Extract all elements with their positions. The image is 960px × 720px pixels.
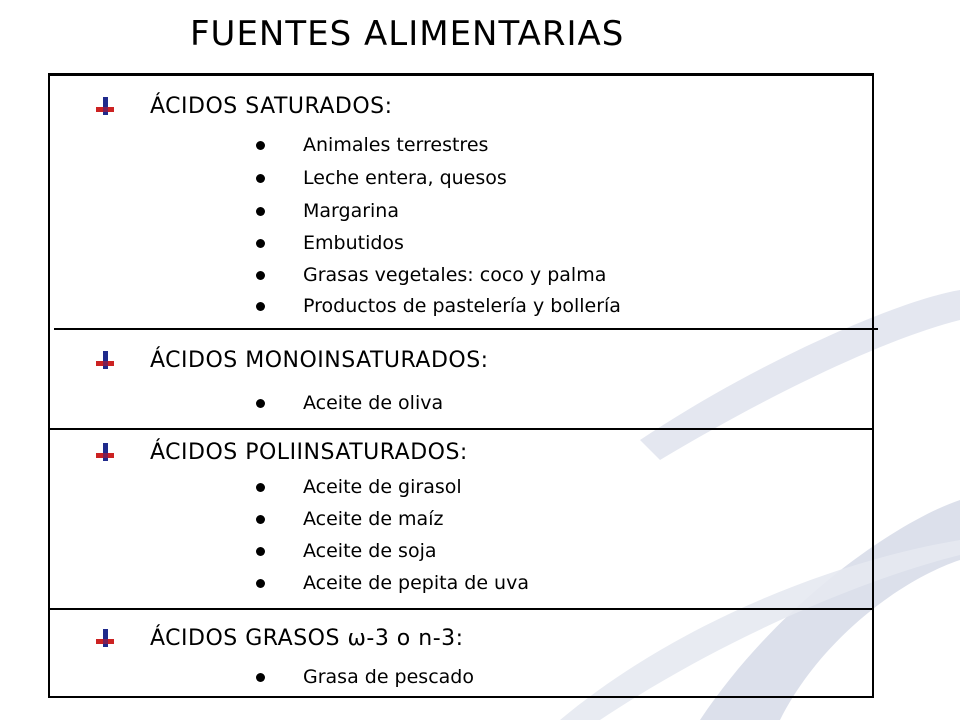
section-divider: [54, 328, 878, 330]
section-heading: ÁCIDOS SATURADOS:: [150, 93, 393, 119]
bullet-icon: [96, 97, 114, 115]
bullet-dot-icon: [256, 579, 265, 588]
list-item: Aceite de pepita de uva: [250, 568, 529, 598]
list-item: Aceite de girasol: [250, 472, 462, 502]
list-item: Leche entera, quesos: [250, 163, 507, 193]
bullet-dot-icon: [256, 141, 265, 150]
bullet-dot-icon: [256, 271, 265, 280]
bullet-dot-icon: [256, 547, 265, 556]
bullet-dot-icon: [256, 515, 265, 524]
bullet-dot-icon: [256, 483, 265, 492]
list-item: Aceite de soja: [250, 536, 437, 566]
list-item: Grasas vegetales: coco y palma: [250, 260, 606, 290]
bullet-icon: [96, 351, 114, 369]
list-item: Aceite de oliva: [250, 388, 443, 418]
list-item: Animales terrestres: [250, 130, 488, 160]
bullet-dot-icon: [256, 673, 265, 682]
section-heading: ÁCIDOS POLIINSATURADOS:: [150, 439, 468, 465]
list-item: Margarina: [250, 196, 399, 226]
list-item: Productos de pastelería y bollería: [250, 291, 621, 321]
bullet-icon: [96, 629, 114, 647]
section-heading: ÁCIDOS GRASOS ω-3 o n-3:: [150, 625, 464, 651]
slide-title: FUENTES ALIMENTARIAS: [190, 14, 625, 54]
list-item: Embutidos: [250, 228, 404, 258]
section-divider: [48, 428, 874, 430]
bullet-dot-icon: [256, 207, 265, 216]
list-item: Aceite de maíz: [250, 504, 443, 534]
section-divider: [48, 608, 874, 610]
bullet-dot-icon: [256, 399, 265, 408]
list-item: Grasa de pescado: [250, 662, 474, 692]
bullet-dot-icon: [256, 302, 265, 311]
bullet-icon: [96, 443, 114, 461]
bullet-dot-icon: [256, 174, 265, 183]
section-heading: ÁCIDOS MONOINSATURADOS:: [150, 347, 489, 373]
bullet-dot-icon: [256, 239, 265, 248]
